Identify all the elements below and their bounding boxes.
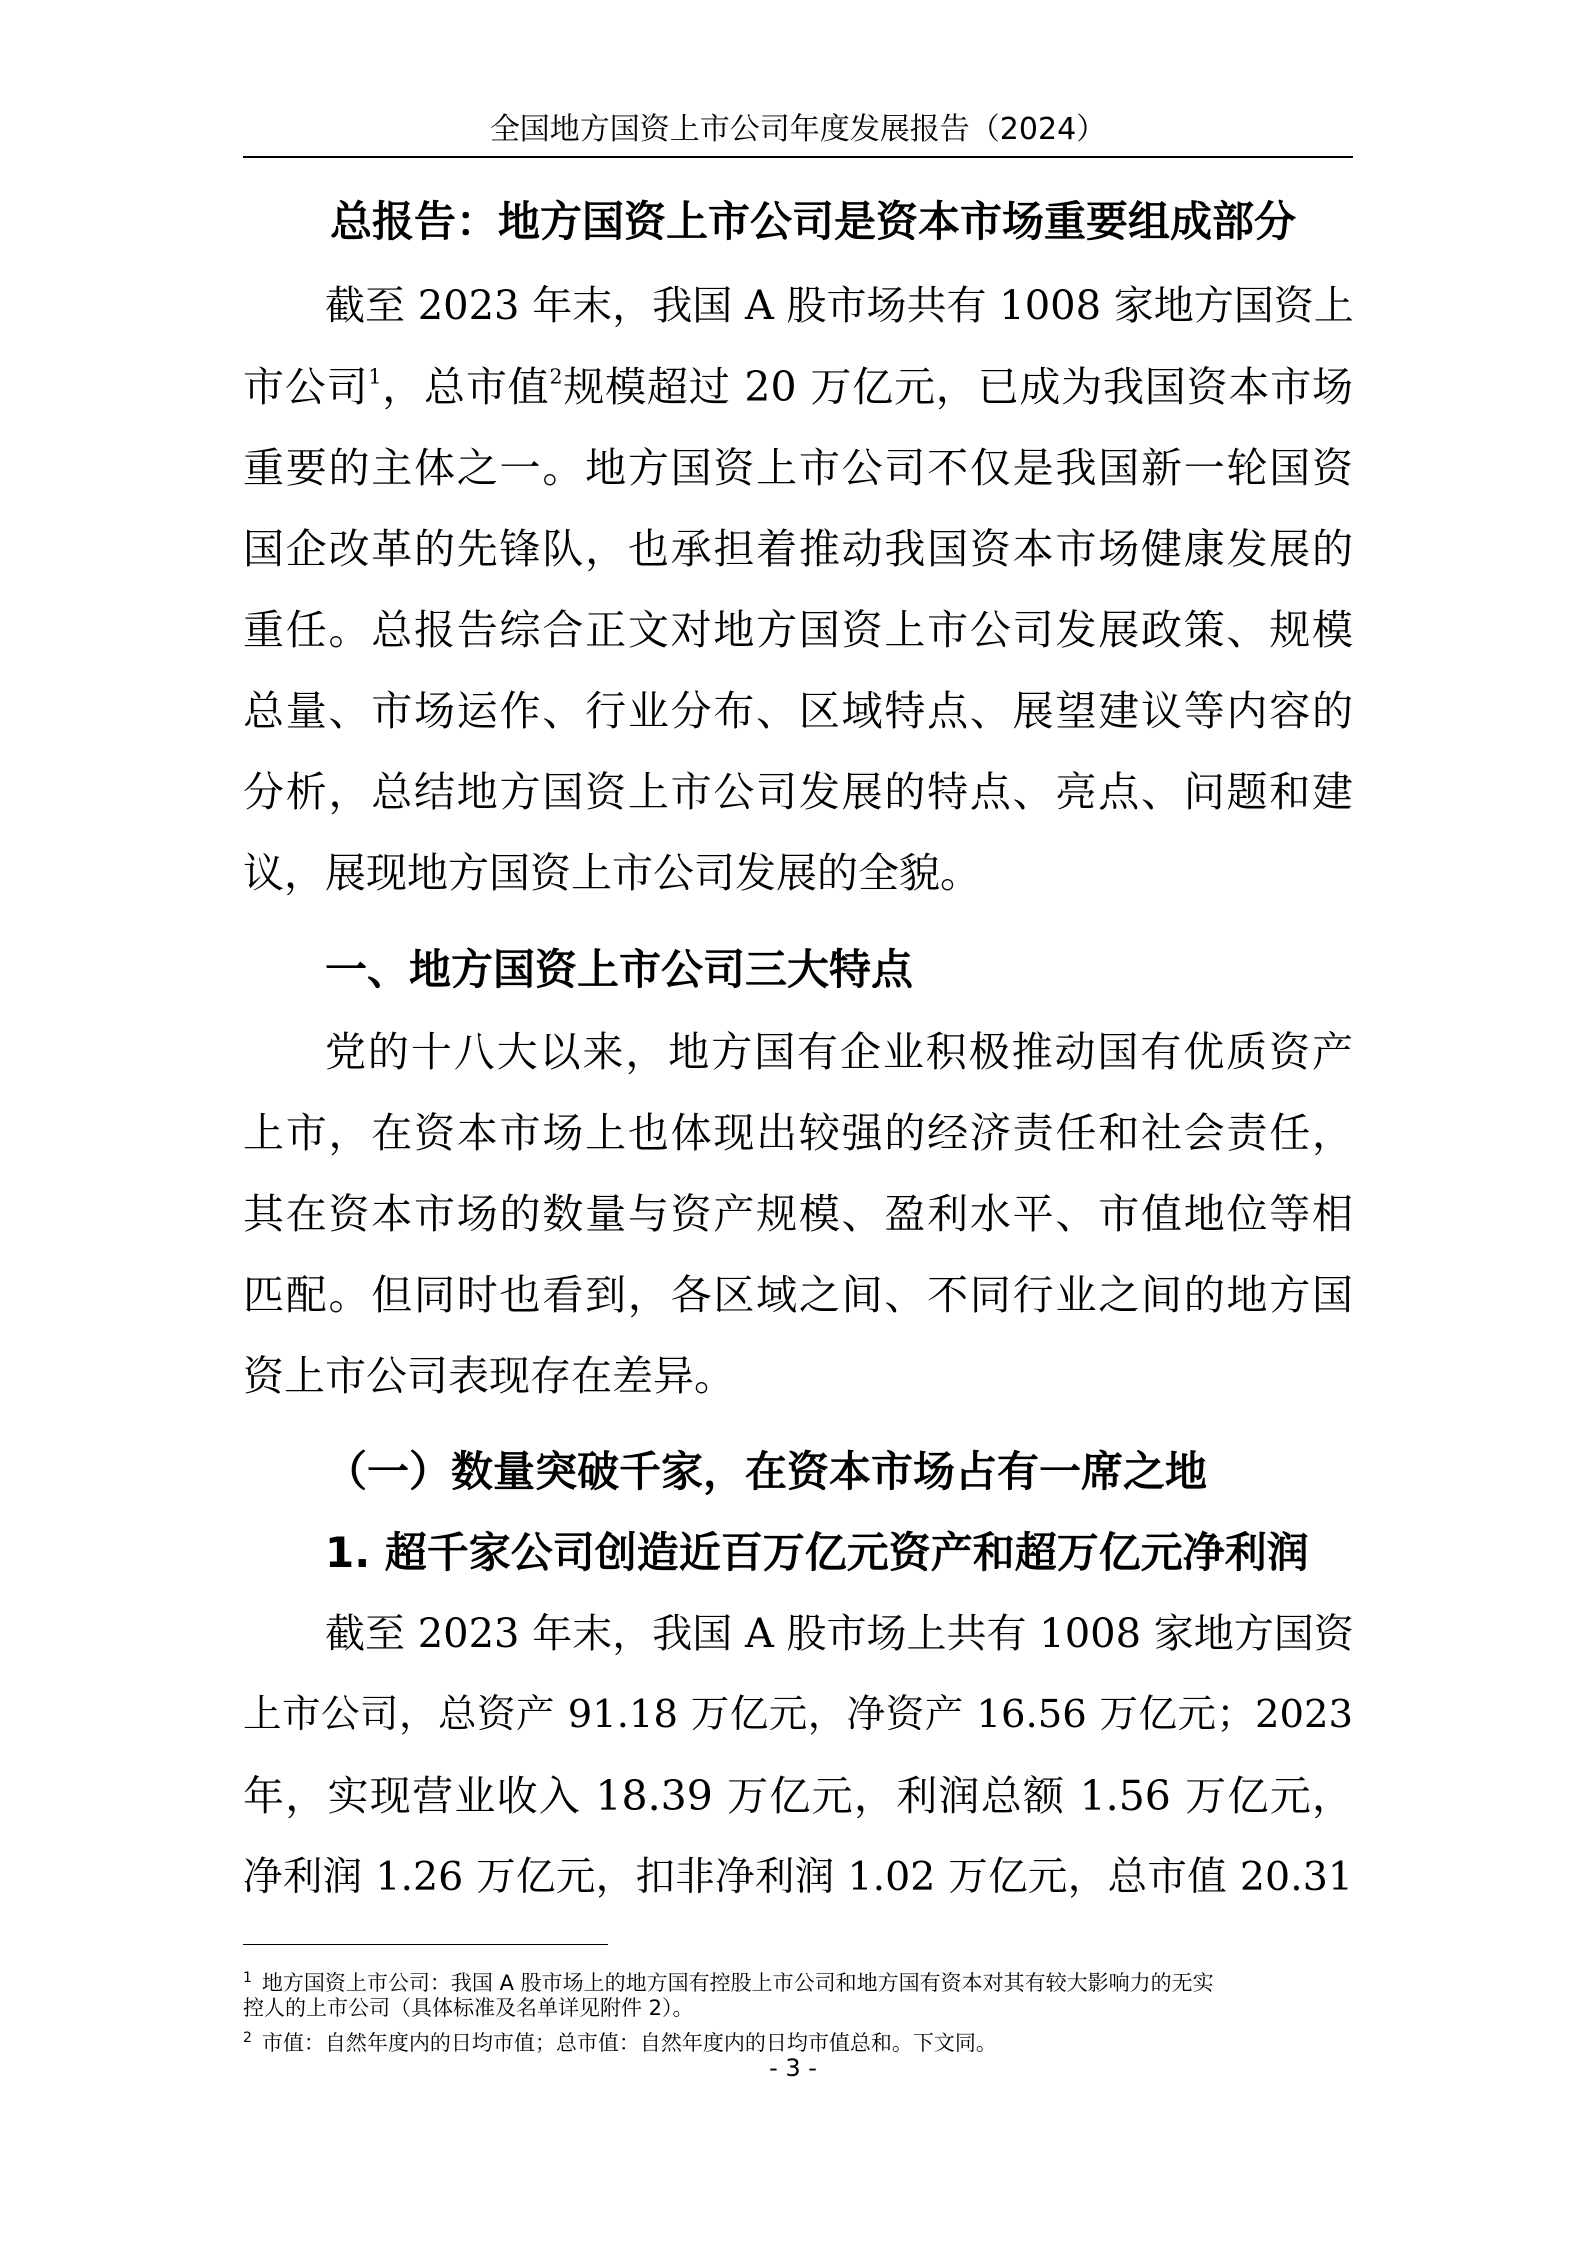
paragraph-line: 截至 2023 年末，我国 A 股市场上共有 1008 家地方国资 — [325, 1611, 1354, 1657]
footnote-1-text: 地方国资上市公司：我国 A 股市场上的地方国有控股上市公司和地方国有资本对其有较大影响力的无实 — [261, 1971, 1214, 1995]
subsection-heading: （一）数量突破千家，在资本市场占有一席之地 — [325, 1447, 1208, 1496]
paragraph-line: 资上市公司表现存在差异。 — [243, 1352, 735, 1400]
header-rule — [243, 156, 1353, 158]
paragraph-line: 重要的主体之一。地方国资上市公司不仅是我国新一轮国资 — [243, 444, 1353, 492]
paragraph-line: 净利润 1.26 万亿元，扣非净利润 1.02 万亿元，总市值 20.31 — [243, 1854, 1353, 1900]
footnote-ref-2[interactable]: 2 — [549, 364, 563, 389]
paragraph-line: 分析，总结地方国资上市公司发展的特点、亮点、问题和建 — [243, 768, 1353, 816]
paragraph-line: 匹配。但同时也看到，各区域之间、不同行业之间的地方国 — [243, 1271, 1353, 1319]
footnote-1-mark: 1 — [243, 1970, 252, 1986]
text-run: ，总市值 — [381, 363, 550, 411]
paragraph-line: 其在资本市场的数量与资产规模、盈利水平、市值地位等相 — [243, 1190, 1353, 1238]
text-run: 市公司 — [243, 363, 369, 411]
paragraph-line: 重任。总报告综合正文对地方国资上市公司发展政策、规模 — [243, 606, 1353, 654]
item-heading: 1. 超千家公司创造近百万亿元资产和超万亿元净利润 — [325, 1528, 1309, 1577]
paragraph-line: 上市公司，总资产 91.18 万亿元，净资产 16.56 万亿元；2023 — [243, 1692, 1353, 1737]
text-run: 规模超过 20 万亿元，已成为我国资本市场 — [562, 363, 1353, 411]
paragraph-line: 截至 2023 年末，我国 A 股市场共有 1008 家地方国资上 — [325, 283, 1354, 329]
paragraph-line-with-footnote-refs — [243, 357, 1353, 417]
paragraph-line: 党的十八大以来，地方国有企业积极推动国有优质资产 — [325, 1028, 1353, 1076]
footnote-2-mark: 2 — [243, 2030, 252, 2046]
chapter-title: 总报告：地方国资上市公司是资本市场重要组成部分 — [330, 197, 1297, 246]
footnote-2-text: 市值：自然年度内的日均市值；总市值：自然年度内的日均市值总和。下文同。 — [261, 2031, 997, 2055]
paragraph-line: 议，展现地方国资上市公司发展的全貌。 — [243, 849, 981, 897]
page-number: - 3 - — [769, 2054, 817, 2082]
paragraph-line: 年，实现营业收入 18.39 万亿元，利润总额 1.56 万亿元， — [243, 1772, 1353, 1820]
running-header: 全国地方国资上市公司年度发展报告（2024） — [489, 112, 1107, 147]
footnote-ref-1[interactable]: 1 — [368, 364, 382, 389]
footnote-1-continued: 控人的上市公司（具体标准及名单详见附件 2）。 — [243, 1996, 694, 2020]
paragraph-line: 国企改革的先锋队，也承担着推动我国资本市场健康发展的 — [243, 525, 1353, 573]
section-heading: 一、地方国资上市公司三大特点 — [325, 945, 914, 994]
paragraph-line: 上市，在资本市场上也体现出较强的经济责任和社会责任， — [243, 1109, 1353, 1157]
footnote-separator — [243, 1944, 608, 1945]
paragraph-line: 总量、市场运作、行业分布、区域特点、展望建议等内容的 — [243, 687, 1353, 735]
